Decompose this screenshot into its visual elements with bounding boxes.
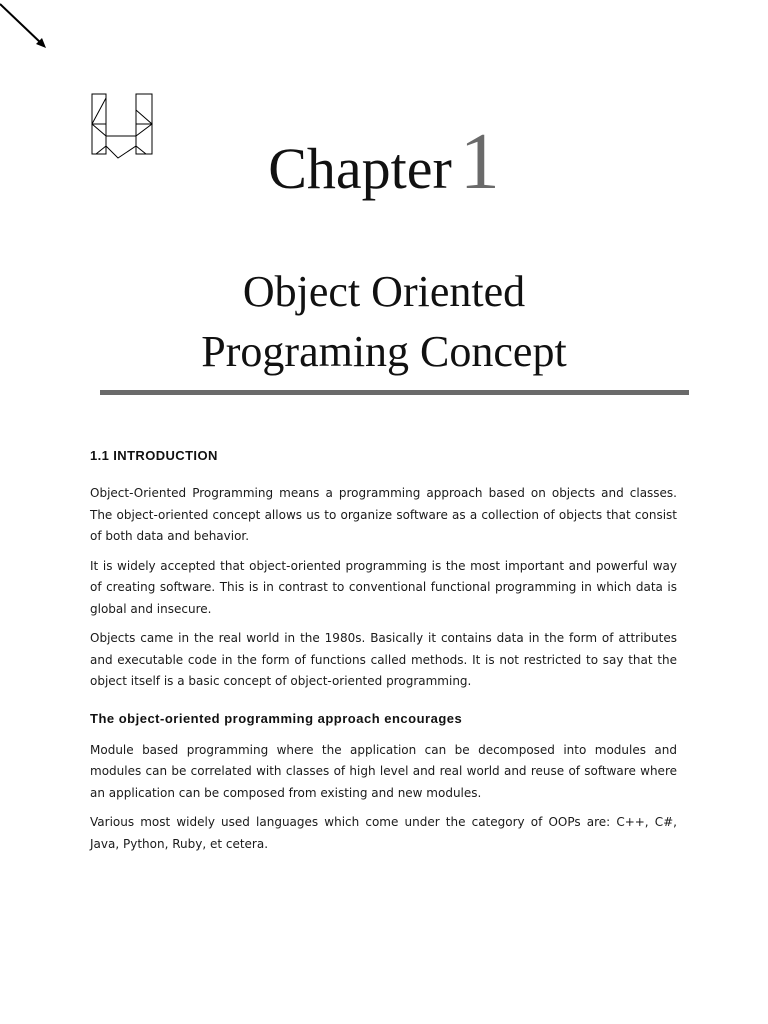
approach-paragraph-1: Module based programming where the application can be decomposed into modules and modules can be correlated with classes of high level and real world and reuse of software where an application can be composed from existing and new modules. xyxy=(90,742,677,800)
intro-paragraph-1: Object-Oriented Programming means a programming approach based on objects and classes. The object-oriented concept allows us to organize software as a collection of objects that consist of both data and behavior. xyxy=(90,486,677,543)
chapter-heading xyxy=(0,118,768,206)
subsection-heading: The object-oriented programming approach encourages xyxy=(90,710,463,726)
intro-paragraph-3: Objects came in the real world in the 1980s. Basically it contains data in the form of attributes and executable code in the form of functions called methods. It is not restricted to say that the object itself is a basic concept of object-oriented programming. xyxy=(90,631,677,688)
corner-arrow-icon xyxy=(0,0,60,60)
chapter-title-line-1: Object Oriented xyxy=(242,267,526,316)
chapter-word: Chapter xyxy=(268,136,452,201)
approach-paragraph-2: Various most widely used languages which come under the category of OOPs are: C++, C#, Java, Python, Ruby, et cetera. xyxy=(90,815,677,851)
chapter-title xyxy=(0,262,768,382)
section-heading: 1.1 INTRODUCTION xyxy=(90,448,218,463)
title-divider xyxy=(100,390,689,395)
chapter-number: 1 xyxy=(459,118,500,206)
chapter-title-line-2: Programing Concept xyxy=(201,327,567,376)
intro-paragraph-2: It is widely accepted that object-oriented programming is the most important and powerful way of creating software. This is in contrast to conventional functional programming in which data is global and insecure. xyxy=(90,558,677,616)
section-content xyxy=(90,448,677,863)
